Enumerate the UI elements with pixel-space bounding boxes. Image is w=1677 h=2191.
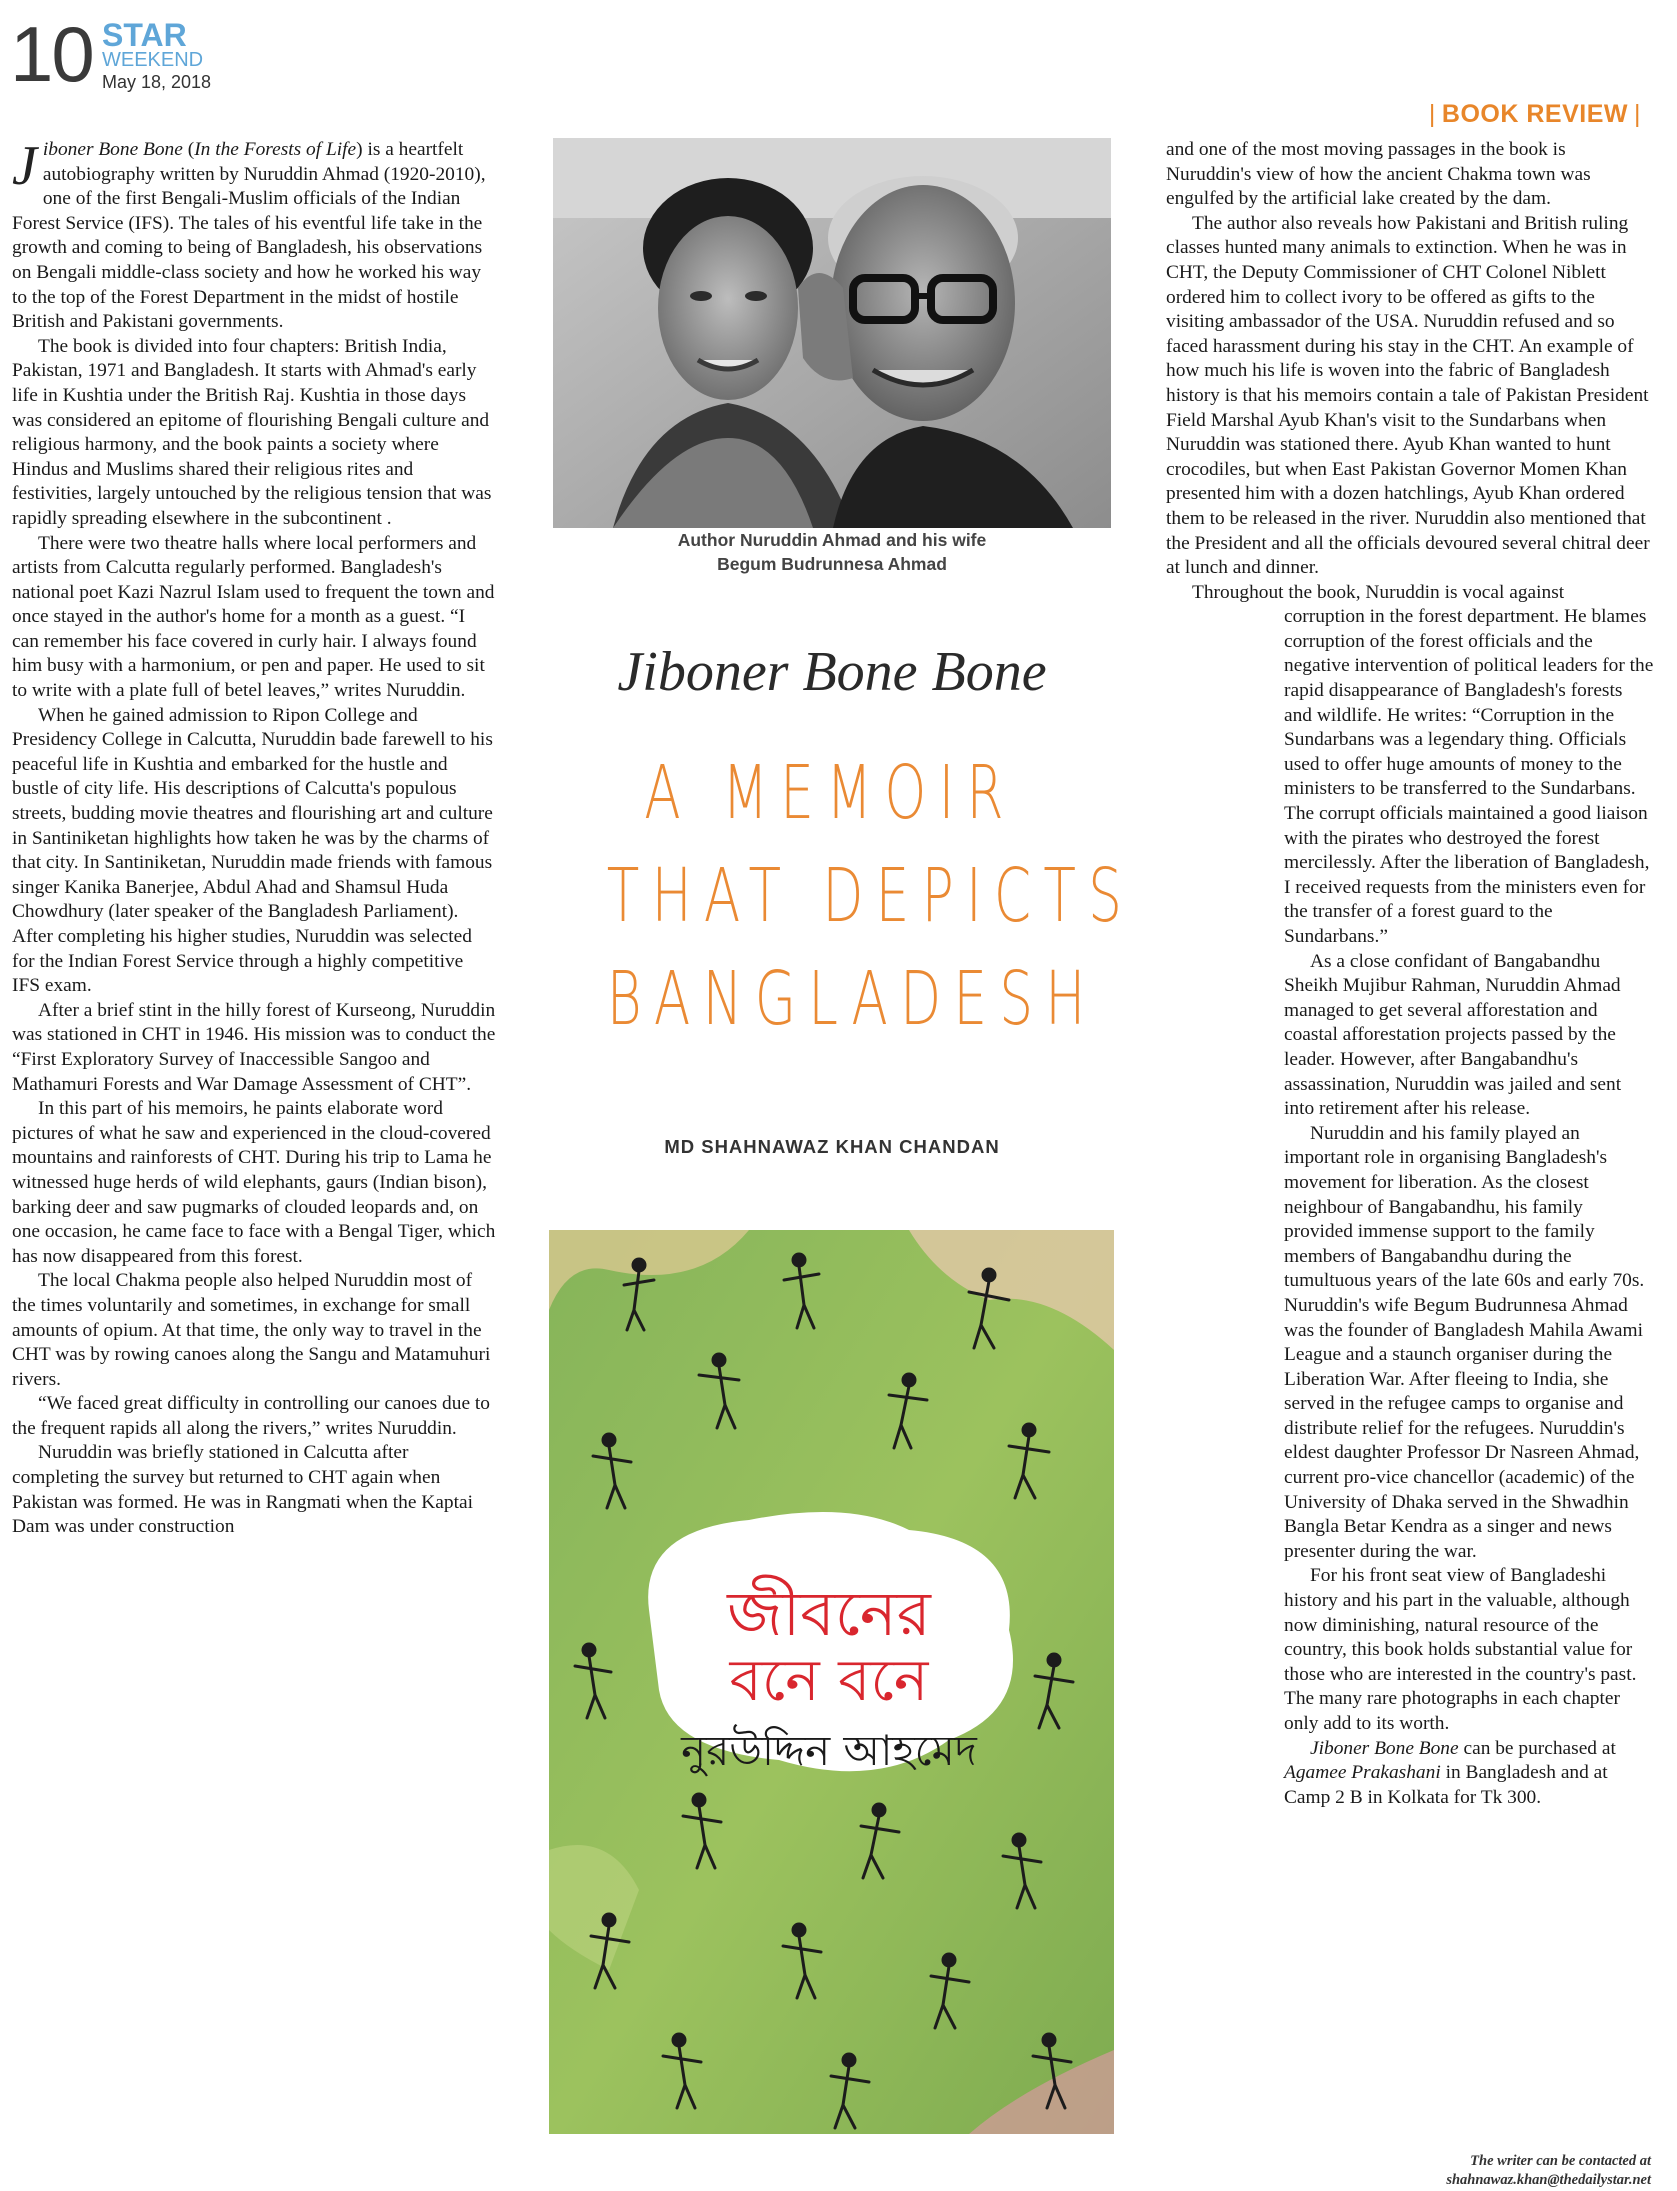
cover-title-line: জীবনের bbox=[727, 1577, 931, 1650]
cover-title-line: বনে বনে bbox=[729, 1646, 929, 1714]
page-number: 10 bbox=[10, 10, 93, 98]
cover-author: নুরউদ্দিন আহমেদ bbox=[681, 1726, 977, 1775]
author-photo bbox=[553, 138, 1111, 528]
article-text: is a heartfelt autobiography written by Nuruddin Ahmad (1920-2010), one of the first Bengali-Muslim officials of the Indian Forest Service (IFS). The tales of his eventful life take in the growth and coming to being of Bangladesh, his observations on Bengali middle-class society and how he worked his way to the top of the Forest Department in the midst of hostile British and Pakistani governments. bbox=[12, 139, 486, 333]
article-paragraph: and one of the most moving passages in the book is Nuruddin's view of how the ancient Chakma town was engulfed by the artificial lake created by the dam. bbox=[1166, 139, 1591, 210]
author-photo-illustration bbox=[553, 138, 1111, 528]
publisher-name: Agamee Prakashani bbox=[1284, 1762, 1441, 1784]
article-paragraph: After a brief stint in the hilly forest of Kurseong, Nuruddin was stationed in CHT in 1946. His mission was to conduct the “First Exploratory Survey of Inaccessible Sangoo and Mathamuri Forests and War Damage Assessment of CHT”. bbox=[12, 999, 496, 1095]
headline-line: A MEMOIR bbox=[644, 750, 1016, 836]
article-column-left bbox=[12, 135, 496, 1540]
article-paragraph bbox=[1284, 1737, 1654, 1811]
article-paragraph: The author also reveals how Pakistani and British ruling classes hunted many animals to extinction. When he was in CHT, the Deputy Commissioner of CHT Colonel Niblett ordered him to collect ivory to be offered as gifts to the visiting ambassador of the USA. Nuruddin refused and so faced harassment during his stay in the CHT. An example of how much his life is woven into the fabric of Bangladesh history is that his memoirs contain a tale of Pakistan President Field Marshal Ayub Khan's visit to the Sundarbans when Nuruddin was stationed there. Ayub Khan wanted to hunt crocodiles, but when East Pakistan Governor Momen Khan presented him with a dozen hatchlings, Ayub Khan ordered them to be released in the river. Nuruddin also mentioned that the President and all the officials devoured several chitral deer at lunch and dinner. bbox=[1166, 212, 1650, 579]
indented-text-block bbox=[1284, 605, 1654, 1810]
issue-date: May 18, 2018 bbox=[102, 72, 212, 92]
contact-email[interactable]: shahnawaz.khan@thedailystar.net bbox=[1446, 2172, 1651, 2188]
brand-subtitle: WEEKEND bbox=[102, 49, 204, 71]
book-title: Jiboner Bone Bone bbox=[1310, 1737, 1459, 1759]
article-text: can be purchased at bbox=[1463, 1737, 1616, 1759]
article-paragraph: Nuruddin and his family played an important role in organising Bangladesh's movement for liberation. As the closest neighbour of Bangabandhu, his family provided immense support to the family members of Bangabandhu during the tumultuous years of the late 60s and early 70s. Nuruddin's wife Begum Budrunnesa Ahmad was the founder of Bangladesh Mahila Awami League and a staunch organiser during the Liberation War. After fleeing to India, she served in the refugee camps to organise and distribute relief for the refugees. Nuruddin's eldest daughter Professor Dr Nasreen Ahmad, current pro-vice chancellor (academic) of the University of Dhaka served in the Shwadhin Bangla Betar Kendra as a singer and news presenter during the war. bbox=[1284, 1122, 1645, 1562]
photo-caption-line: Author Nuruddin Ahmad and his wife bbox=[677, 530, 987, 550]
article-paragraph: “We faced great difficulty in controlling our canoes due to the frequent rapids all along the rivers,” writes Nuruddin. bbox=[12, 1393, 490, 1439]
article-paragraph: For his front seat view of Bangladeshi history and his part in the valuable, although now diminishing, natural resource of the country, this book holds substantial value for those who are interested in the country's past. The many rare photographs in each chapter only add to its worth. bbox=[1284, 1565, 1637, 1734]
headline-line: BANGLADESH bbox=[606, 956, 1098, 1042]
article-text: in Bangladesh and at Camp 2 B in Kolkata for Tk 300. bbox=[1284, 1762, 1608, 1808]
article-paragraph: The local Chakma people also helped Nuruddin most of the times voluntarily and sometimes, in exchange for small amounts of opium. At that time, the only way to travel in the CHT was by rowing canoes along the Sangu and Matamuhuri rivers. bbox=[12, 1270, 491, 1390]
article-paragraph: In this part of his memoirs, he paints elaborate word pictures of what he saw and experienced in the cloud-covered mountains and rainforests of CHT. During his trip to Lama he witnessed huge herds of wild elephants, gaurs (Indian bison), barking deer and saw pugmarks of clouded leopards and, on one occasion, he came face to face with a Bengal Tiger, which has now disappeared from this forest. bbox=[12, 1098, 496, 1267]
article-paragraph: Throughout the book, Nuruddin is vocal against bbox=[1192, 581, 1565, 603]
brand-logo: STAR bbox=[102, 17, 187, 53]
section-label-text: BOOK REVIEW bbox=[1441, 100, 1628, 128]
drop-cap: J bbox=[12, 135, 37, 197]
section-label: | BOOK REVIEW | bbox=[1428, 100, 1641, 128]
book-cover-illustration bbox=[549, 1230, 1114, 2134]
photo-caption-line: Begum Budrunnesa Ahmad bbox=[717, 554, 947, 574]
headline-line: THAT DEPICTS bbox=[606, 853, 1135, 939]
article-paragraph: As a close confidant of Bangabandhu Sheikh Mujibur Rahman, Nuruddin Ahmad managed to get several afforestation and coastal afforestation projects passed by the leader. However, after Bangabandhu's assassination, Nuruddin was jailed and sent into retirement after his release. bbox=[1284, 950, 1622, 1120]
article-paragraph: The book is divided into four chapters: British India, Pakistan, 1971 and Bangladesh. It starts with Ahmad's early life in Kushtia under the British Raj. Kushtia in those days was considered an epitome of flourishing Bengali culture and religious harmony, and the book paints a society where Hindus and Muslims shared their religious rites and festivities, largely untouched by the religious tension that was rapidly spreading elsewhere in the subcontinent . bbox=[12, 335, 492, 529]
contact-line: The writer can be contacted at bbox=[1470, 2153, 1651, 2169]
book-title: iboner Bone Bone bbox=[42, 139, 183, 160]
writer-contact bbox=[1446, 2152, 1651, 2190]
article-paragraph: corruption in the forest department. He blames corruption of the forest officials and the negative intervention of political leaders for the rapid disappearance of Bangladesh's forests and wildlife. He writes: “Corruption in the Sundarbans was a legendary thing. Officials used to offer huge amounts of money to the ministers to be transferred to the Sundarbans. The corrupt officials maintained a good liaison with the pirates who destroyed the forest mercilessly. After the liberation of Bangladesh, I received requests from the ministers even for the transfer of a forest guard to the Sundarbans.” bbox=[1284, 606, 1654, 947]
article-paragraph: Nuruddin was briefly stationed in Calcutta after completing the survey but returned to CHT again when Pakistan was formed. He was in Rangmati when the Kaptai Dam was under construction bbox=[12, 1442, 473, 1538]
photo-caption bbox=[553, 528, 1111, 576]
article-paragraph: Jiboner Bone Bone (In the Forests of Life) is a heartfelt autobiography written by Nuruddin Ahmad (1920-2010), one of the first Bengali-Muslim officials of the Indian Forest Service (IFS). The tales of his eventful life take in the growth and coming to being of Bangladesh, his observations on Bengali middle-class society and how he worked his way to the top of the Forest Department in the midst of hostile British and Pakistani governments. bbox=[12, 135, 486, 333]
article-column-right bbox=[1166, 138, 1654, 1810]
article-paragraph: There were two theatre halls where local performers and artists from Calcutta regularly performed. Bangladesh's national poet Kazi Nazrul Islam used to frequent the town and once stayed in the author's home for a month as a guest. “I can remember his face covered in curly hair. I always found him busy with a harmonium, or pen and paper. He used to sit to write with a plate full of betel leaves,” writes Nuruddin. bbox=[12, 532, 495, 702]
book-title-english: In the Forests of Life bbox=[194, 139, 357, 160]
article-paragraph: When he gained admission to Ripon College and Presidency College in Calcutta, Nuruddin bade farewell to his peaceful life in Kushtia and embarked for the hustle and bustle of city life. His descriptions of Calcutta's populous streets, budding movie theatres and flourishing art and culture in Santiniketan highlights how taken he was by the charms of that city. In Santiniketan, Nuruddin made friends with famous singer Kanika Banerjee, Abdul Ahad and Shamsul Huda Chowdhury (later speaker of the Bangladesh Parliament). After completing his higher studies, Nuruddin was selected for the Indian Forest Service through a highly competitive IFS exam. bbox=[12, 704, 493, 997]
book-cover-image bbox=[549, 1230, 1114, 2134]
byline: MD SHAHNAWAZ KHAN CHANDAN bbox=[664, 1136, 1000, 1157]
kicker-title: Jiboner Bone Bone bbox=[617, 641, 1047, 703]
